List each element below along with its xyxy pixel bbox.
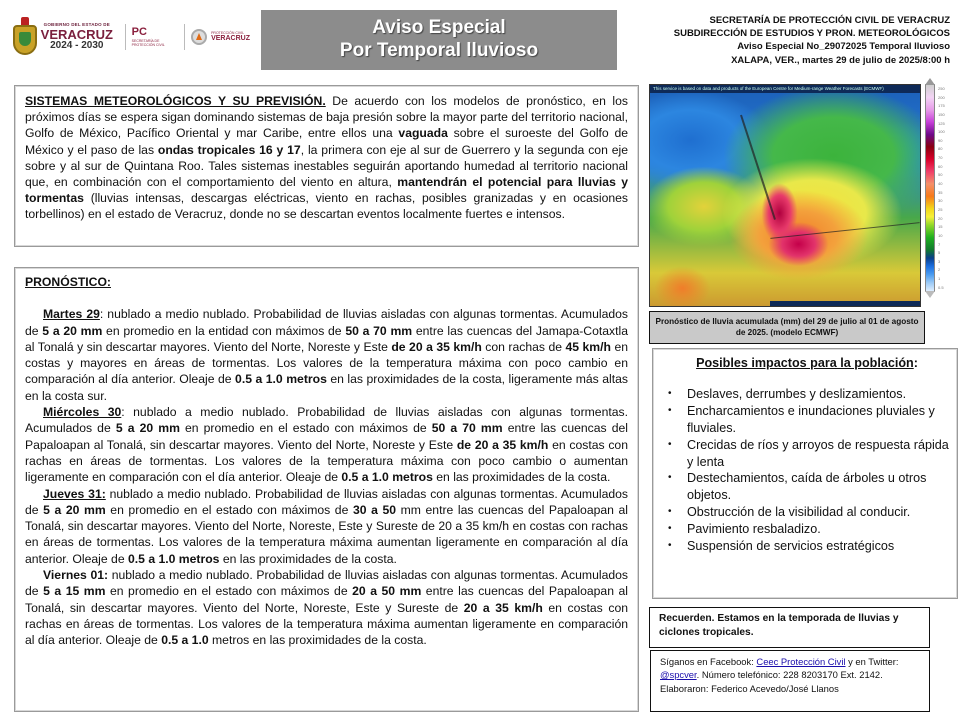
highlight: 30 a 50	[352, 502, 397, 517]
highlight: mantendrán el potencial para lluvias y tormentas	[25, 175, 629, 206]
gov-logo-small: GOBIERNO DEL ESTADO DE	[43, 22, 110, 28]
colorbar-tick: 125	[938, 120, 945, 126]
title-line-2: Por Temporal lluvioso	[339, 40, 539, 61]
list-item: • Obstrucción de la visibilidad al conducir.	[665, 504, 949, 521]
list-item: • Pavimiento resbaladizo.	[665, 521, 949, 538]
impactos-list	[665, 386, 949, 555]
map-state-border	[770, 222, 919, 239]
colorbar-tick: 30	[938, 198, 943, 204]
text: en las proximidades de la costa.	[219, 551, 397, 566]
pcv-logo-small: PROTECCIÓN CIVIL	[211, 30, 245, 35]
text: en promedio en el estado con máximos de	[105, 502, 353, 517]
colorbar-tick: 100	[938, 129, 945, 135]
list-item: • Crecidas de ríos y arroyos de respuesta rápida y lenta	[665, 437, 949, 471]
colorbar-tick: 150	[938, 111, 945, 117]
proteccion-civil-veracruz-logo	[191, 29, 250, 45]
text: en promedio en el estado con máximos de	[179, 421, 432, 436]
logo-divider	[184, 24, 185, 50]
text: mm entre las cuencas del Papaloapan al Tonalá, sin descartar mayores. Viento del Norte, Noreste, Este y Sureste de 20 a 35 km/h en costas con rachas en áreas de tormentas. Los valores de la temperatura máxima aumentan ligeramente en comparación al día anterior. Oleaje de	[25, 502, 629, 566]
colorbar-tick: 1	[938, 276, 941, 282]
text: metros en las proximidades de la costa.	[208, 633, 427, 648]
text: entre las cuencas del Papaloapan al Tonalá, sin descartar mayores. Viento del Norte, Noreste y Este	[25, 421, 628, 452]
text: : nublado a medio nublado. Probabilidad de lluvias aisladas con algunas tormentas. Acumulados de	[25, 405, 628, 436]
text: en promedio en la entidad con máximos de	[102, 323, 346, 338]
page-title	[261, 10, 617, 70]
precipitation-colorbar	[925, 84, 935, 292]
pcv-logo-big: VERACRUZ	[211, 35, 250, 43]
colorbar-tick: 200	[938, 94, 945, 100]
text: en promedio en el estado con máximos de	[105, 584, 353, 599]
colorbar-tick: 5	[938, 250, 941, 256]
highlight: 5 a 15 mm	[43, 584, 106, 599]
highlight: 0.5 a 1.0 metros	[235, 372, 327, 387]
forecast-viernes	[25, 567, 628, 648]
highlight: 0.5 a 1.0 metros	[341, 470, 433, 485]
text: entre las cuencas del Jamapa-Cotaxtla al Tonalá y sin descartar mayores. Viento del Norte, Noreste y Este	[25, 323, 628, 354]
colon: :	[913, 356, 918, 370]
colorbar-tick: 20	[938, 215, 943, 221]
twitter-link[interactable]: @spcver	[660, 669, 697, 681]
day-label: Jueves 31:	[43, 486, 106, 501]
title-line-1: Aviso Especial	[372, 17, 506, 38]
colorbar-tick: 2	[938, 267, 941, 273]
text: y en Twitter:	[845, 656, 899, 667]
colorbar-tick: 70	[938, 155, 943, 161]
text: nublado a medio nublado. Probabilidad de lluvias aisladas con algunas tormentas. Acumulados de	[25, 568, 628, 599]
phone-text: . Número telefónico: 228 8203170 Ext. 2142.	[696, 669, 883, 681]
agency-name: SECRETARÍA DE PROTECCIÓN CIVIL DE VERACRUZ	[709, 15, 950, 26]
text: Síganos en Facebook:	[660, 656, 757, 667]
veracruz-coat-of-arms-icon	[10, 17, 33, 57]
pc-logo-sub: SECRETARÍA DE PROTECCIÓN CIVIL	[131, 39, 165, 47]
colorbar-ticks	[938, 86, 954, 290]
day-label: Miércoles 30	[43, 405, 122, 420]
highlight: 50 a 70 mm	[431, 421, 503, 436]
highlight: 45 km/h	[565, 339, 611, 354]
colorbar-tick: 50	[938, 172, 943, 178]
colorbar-tick: 250	[938, 86, 945, 91]
map-attribution-banner: This service is based on data and products of the European Centre for Medium-range Weather Forecasts (ECMWF)	[650, 85, 920, 93]
gobierno-veracruz-logo	[41, 23, 113, 51]
pronostico-section	[14, 267, 639, 712]
pc-logo	[132, 27, 179, 47]
colorbar-tick: 25	[938, 206, 943, 212]
highlight: 0.5 a 1.0 metros	[127, 551, 220, 566]
section-heading: SISTEMAS METEOROLÓGICOS Y SU PREVISIÓN.	[25, 94, 326, 108]
logo-divider	[125, 24, 126, 50]
civil-protection-seal-icon	[191, 29, 207, 45]
list-item: • Deslaves, derrumbes y deslizamientos.	[665, 386, 949, 403]
map-coastline	[740, 115, 776, 220]
colorbar-tick: 10	[938, 232, 943, 238]
colorbar-tick: 0.5	[938, 284, 944, 290]
impactos-heading	[665, 355, 949, 372]
highlight: 50 a 70 mm	[345, 323, 413, 338]
text: (lluvias intensas, descargas eléctricas, viento en rachas, posibles granizadas y en ocasiones torbellinos) en el estado de Veracruz, donde no se descartan eventos localmente fuertes e intensos.	[25, 191, 628, 222]
highlight: de 20 a 35 km/h	[456, 437, 549, 452]
colorbar-tick: 7	[938, 241, 941, 247]
highlight: 20 a 50 mm	[352, 584, 422, 599]
text: nublado a medio nublado. Probabilidad de lluvias aisladas con algunas tormentas. Acumulados de	[25, 486, 628, 517]
highlight: ondas tropicales 16 y 17	[157, 142, 301, 157]
gov-logo-years: 2024 - 2030	[50, 39, 104, 51]
text: De acuerdo con los modelos de pronóstico, en los próximos días se espera sigan dominando sistemas de baja presión sobre la mayor parte del territorio nacional, Golfo de México, Pacífico Oriental y mar Caribe, entre ellos una	[25, 94, 628, 141]
agency-header	[620, 14, 950, 67]
map-credits-bar	[770, 301, 920, 306]
aviso-number: Aviso Especial No_29072025 Temporal lluvioso	[737, 41, 950, 53]
gov-logo-state: VERACRUZ	[40, 26, 113, 42]
list-item: • Suspensión de servicios estratégicos	[665, 538, 949, 555]
text: en costas y mayores en áreas de tormentas. Los valores de la temperatura máxima con poco cambio en comparación al día anterior. Oleaje de	[25, 339, 628, 387]
colorbar-tick: 35	[938, 189, 943, 195]
highlight: vaguada	[398, 126, 448, 141]
impactos-section	[652, 348, 958, 599]
facebook-link[interactable]: Ceec Protección Civil	[756, 656, 846, 667]
list-item: • Encharcamientos e inundaciones pluviales y fluviales.	[665, 403, 949, 437]
pc-logo-mark: PC	[131, 26, 147, 38]
contact-box	[650, 650, 930, 712]
colorbar-tick: 15	[938, 224, 943, 230]
highlight: 5 a 20 mm	[115, 421, 180, 436]
highlight: de 20 a 35 km/h	[391, 339, 482, 354]
season-reminder: Recuerden. Estamos en la temporada de lluvias y ciclones tropicales.	[649, 607, 930, 648]
colorbar-tick: 175	[938, 103, 945, 109]
text: entre las cuencas del Papaloapan al Tonalá, sin descartar mayores. Viento del Norte, Noreste, Este y Sureste de	[25, 584, 628, 615]
text: : nublado a medio nublado. Probabilidad de lluvias aisladas con algunas tormentas. Acumulados de	[25, 307, 629, 338]
forecast-martes	[25, 306, 628, 404]
text: en costas con rachas en áreas de tormentas. Los valores de la temperatura máxima aumentan ligeramente en comparación al día anterior. Oleaje de	[25, 600, 628, 648]
text: en las proximidades de la costa.	[432, 470, 611, 485]
header-logos	[10, 14, 250, 60]
issue-date: XALAPA, VER., martes 29 de julio de 2025/8:00 h	[731, 54, 950, 66]
text: en las proximidades de la costa, ligeramente más altas en la costa sur.	[25, 372, 628, 403]
map-caption: Pronóstico de lluvia acumulada (mm) del 29 de julio al 01 de agosto de 2025. (modelo ECMWF)	[649, 311, 925, 344]
colorbar-tick: 80	[938, 146, 943, 152]
section-heading: PRONÓSTICO:	[25, 275, 111, 289]
highlight: 20 a 35 km/h	[463, 600, 543, 615]
colorbar-tick: 40	[938, 181, 943, 187]
colorbar-tick: 60	[938, 163, 943, 169]
impactos-heading-text: Posibles impactos para la población	[696, 356, 914, 370]
forecast-jueves	[25, 486, 628, 567]
list-item: • Destechamientos, caída de árboles u otros objetos.	[665, 470, 949, 504]
text: sobre el suroeste del Golfo de México y el paso de las	[25, 126, 628, 157]
highlight: 5 a 20 mm	[42, 323, 103, 338]
sistemas-meteorologicos-section	[14, 85, 639, 247]
colorbar-tick: 90	[938, 137, 943, 143]
text: , la primera con eje al sur de Guerrero y la segunda con eje sobre y al sur de Quintana Roo. Tales sistemas inestables seguirán aportando humedad al territorio nacional que, en combinación con el comportamiento del viento en altura,	[25, 142, 628, 190]
highlight: 5 a 20 mm	[43, 502, 106, 517]
highlight: 0.5 a 1.0	[161, 633, 209, 648]
authors: Elaboraron: Federico Acevedo/José Llanos	[660, 682, 839, 694]
text: con rachas de	[481, 339, 566, 354]
rainfall-forecast-map	[649, 84, 921, 307]
forecast-miercoles	[25, 404, 628, 485]
agency-subdivision: SUBDIRECCIÓN DE ESTUDIOS Y PRON. METEOROLÓGICOS	[673, 28, 950, 40]
day-label: Viernes 01:	[43, 568, 109, 583]
colorbar-tick: 3	[938, 258, 941, 264]
text: en costas con rachas en áreas de tormentas. Los valores de la temperatura máxima con poco cambio o aumentan ligeramente en comparación con el día anterior. Oleaje de	[25, 437, 628, 485]
day-label: Martes 29	[43, 307, 100, 322]
